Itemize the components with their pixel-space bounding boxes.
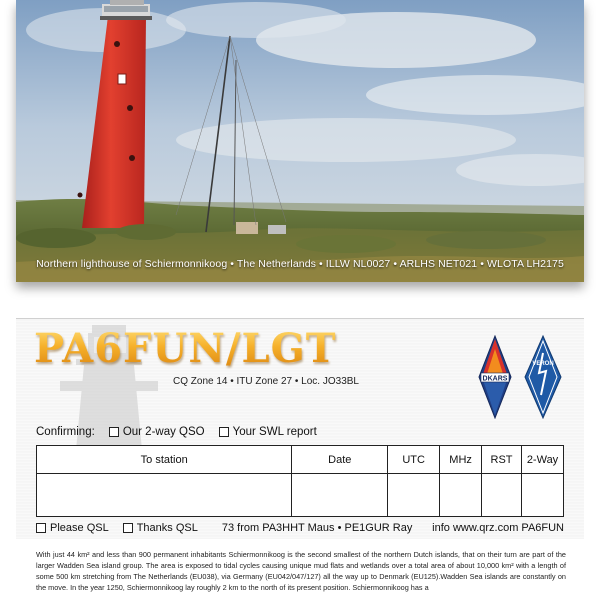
- cell-rst[interactable]: [482, 474, 522, 517]
- lighthouse-photo: [16, 0, 584, 282]
- col-mhz: MHz: [440, 446, 482, 474]
- operators-line: 73 from PA3HHT Maus • PE1GUR Ray: [221, 522, 413, 534]
- col-to-station: To station: [37, 446, 292, 474]
- checkbox-label: Your SWL report: [232, 426, 317, 438]
- dkars-logo-text: DKARS: [482, 375, 508, 383]
- qsl-card-back: [16, 318, 584, 600]
- zone-line: CQ Zone 14 • ITU Zone 27 • Loc. JO33BL: [173, 376, 359, 387]
- checkbox-square: [36, 523, 46, 533]
- checkbox-label: Thanks QSL: [136, 522, 198, 534]
- checkbox-square: [219, 427, 229, 437]
- table-header-row: [37, 446, 564, 474]
- checkbox-label: Please QSL: [50, 522, 109, 534]
- island-description: With just 44 km² and less than 900 permanent inhabitants Schiermonnikoog is the second smallest of the northern Dutch islands, that on their turn are part of the larger Wadden Sea island group. The area is exposed to tidal cycles causing unique mud flats and wetlands over a total area of about 10,000 km² with a length of some 500 km stretching from The Netherlands (EU038), via Germany (EU042/047/127) all the way up to Denmark (EU125).Wadden Sea islands are constantly on the move. In the year 1250, Schiermonnikoog lay roughly 2 km to the north of its present position. Schiermonnikoog has a: [36, 550, 566, 592]
- qsl-footer-row: [36, 522, 564, 534]
- cell-2way[interactable]: [522, 474, 564, 517]
- cell-date[interactable]: [292, 474, 388, 517]
- table-row: [37, 474, 564, 517]
- col-rst: RST: [482, 446, 522, 474]
- cell-mhz[interactable]: [440, 474, 482, 517]
- qso-log-table: [36, 445, 564, 517]
- checkbox-square: [109, 427, 119, 437]
- callsign-title: PA6FUN/LGT: [34, 325, 337, 372]
- col-utc: UTC: [388, 446, 440, 474]
- info-line: info www.qrz.com PA6FUN: [432, 522, 564, 534]
- confirming-label: Confirming:: [36, 426, 95, 438]
- cell-utc[interactable]: [388, 474, 440, 517]
- col-date: Date: [292, 446, 388, 474]
- checkbox-label: Our 2-way QSO: [122, 426, 205, 438]
- col-2way: 2-Way: [522, 446, 564, 474]
- veron-logo-text: VERON: [532, 361, 554, 367]
- dkars-logo-icon: [478, 335, 512, 419]
- please-qsl-checkbox[interactable]: [36, 522, 109, 534]
- thanks-qsl-checkbox[interactable]: [123, 522, 198, 534]
- checkbox-square: [123, 523, 133, 533]
- photo-card: [16, 0, 584, 282]
- photo-caption: Northern lighthouse of Schiermonnikoog • The Netherlands • ILLW NL0027 • ARLHS NET021 • WLOTA LH2175: [36, 258, 564, 270]
- veron-logo-icon: [524, 335, 562, 419]
- confirming-row: [36, 426, 317, 438]
- your-swl-report-checkbox[interactable]: [219, 426, 317, 438]
- cell-to-station[interactable]: [37, 474, 292, 517]
- our-2way-qso-checkbox[interactable]: [109, 426, 205, 438]
